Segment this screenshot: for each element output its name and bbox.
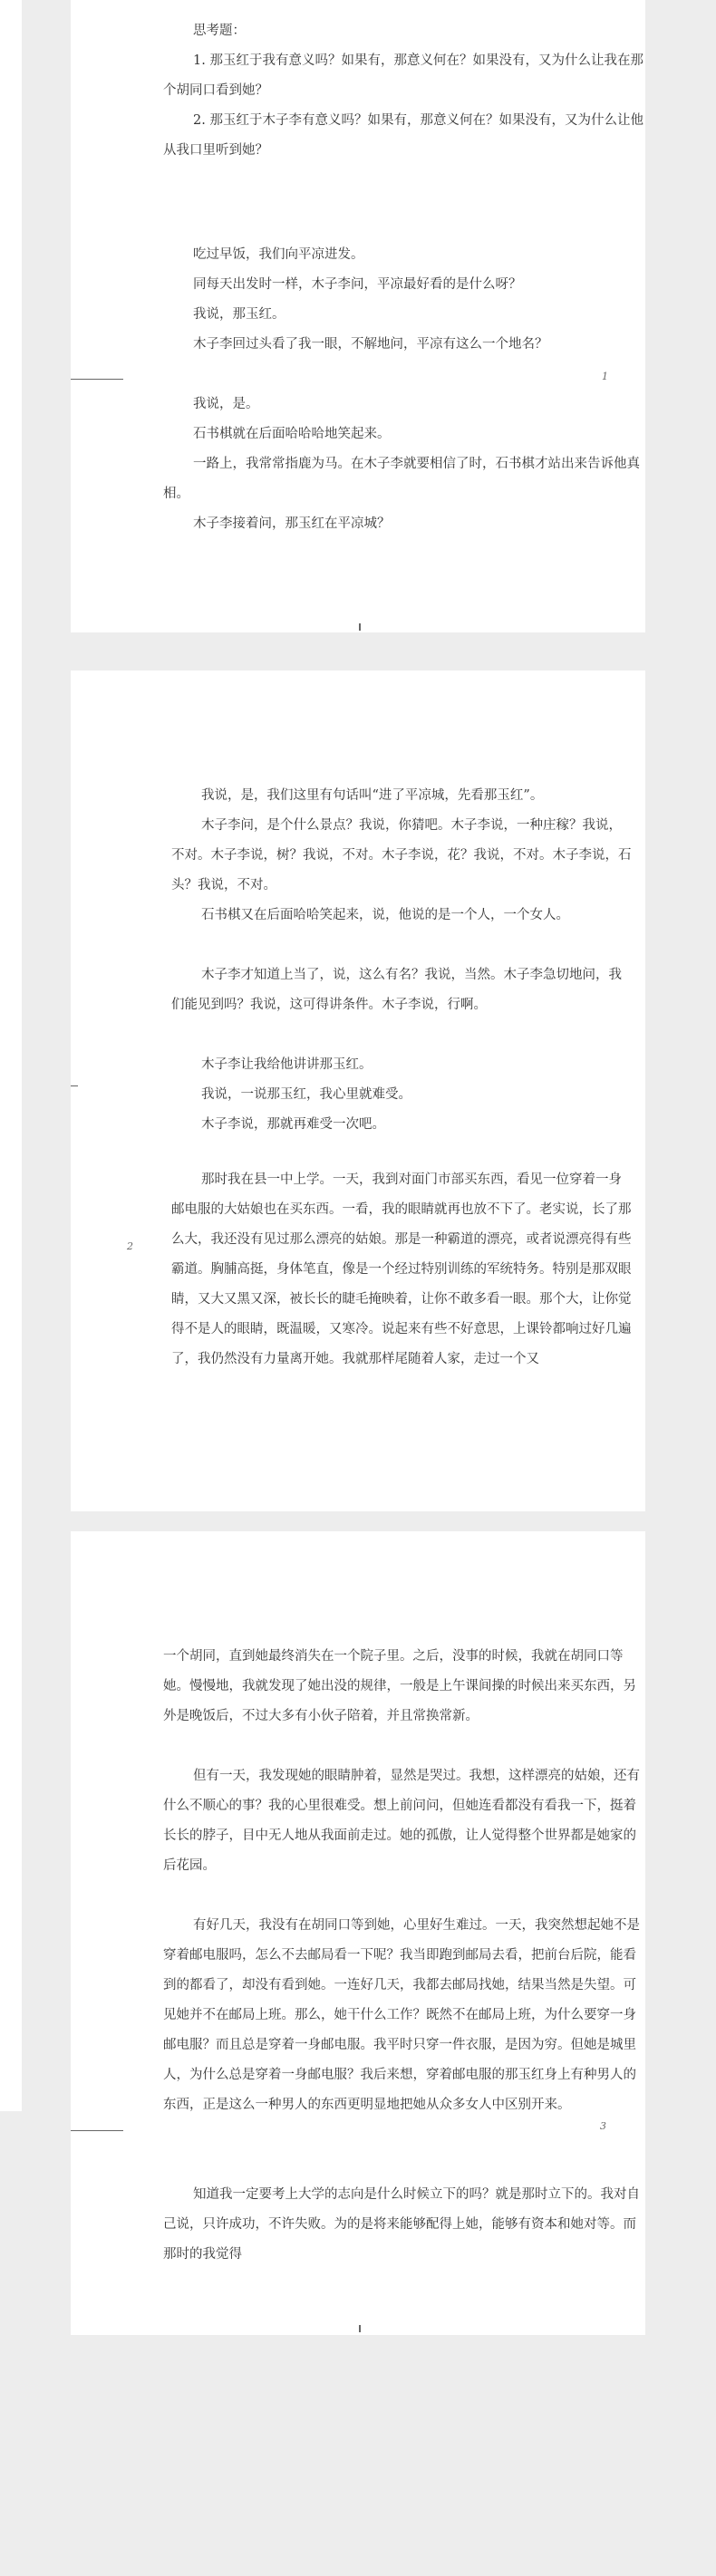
page-bottom-mark <box>359 2325 361 2332</box>
paragraph: 石书棋又在后面哈哈笑起来，说，他说的是一个人，一个女人。 <box>201 908 569 922</box>
paragraph: 木子李接着问，那玉红在平凉城？ <box>193 516 391 531</box>
paragraph: 2. 那玉红于木子李有意义吗？如果有，那意义何在？如果没有，又为什么让他从我口里听到她？ <box>163 113 643 158</box>
page-bottom-mark <box>359 623 361 631</box>
paragraph: 木子李回过头看了我一眼，不解地问，平凉有这么一个地名？ <box>193 337 548 352</box>
document-page <box>71 1531 645 2335</box>
paragraph: 同每天出发时一样，木子李问，平凉最好看的是什么呀？ <box>193 277 522 292</box>
paragraph: 木子李让我给他讲讲那玉红。 <box>201 1057 373 1072</box>
paragraph: 有好几天，我没有在胡同口等到她，心里好生难过。一天，我突然想起她不是穿着邮电服吗，怎么不去邮局看一下呢？我当即跑到邮局去看，把前台后院，能看到的都看了，却没有看到她。一连好几天，我都去邮局找她，结果当然是失望。可见她并不在邮局上班。那么，她干什么工作？既然不在邮局上班，为什么要穿一身邮电服？而且总是穿着一身邮电服。我平时只穿一件衣服，是因为穷。但她是城里人，为什么总是穿着一身邮电服？我后来想，穿着邮电服的那玉红身上有种男人的东西，正是这么一种男人的东西更明显地把她从众多女人中区别开来。 <box>163 1918 640 2112</box>
paragraph: 木子李说，那就再难受一次吧。 <box>201 1117 385 1132</box>
paragraph: 1. 那玉红于我有意义吗？如果有，那意义何在？如果没有，又为什么让我在那个胡同口看到她？ <box>163 53 643 98</box>
paragraph: 我说，是。 <box>193 397 259 411</box>
viewer-left-margin <box>0 0 22 2111</box>
paragraph: 一个胡同，直到她最终消失在一个院子里。之后，没事的时候，我就在胡同口等她。慢慢地，我就发现了她出没的规律，一般是上午课间操的时候出来买东西，另外是晚饭后，不过大多有小伙子陪着，并且常换常新。 <box>163 1649 636 1723</box>
paragraph: 我说，一说那玉红，我心里就难受。 <box>201 1087 411 1102</box>
paragraph: 石书棋就在后面哈哈哈地笑起来。 <box>193 427 391 441</box>
document-page <box>71 671 645 1511</box>
paragraph: 我说，是，我们这里有句话叫“进了平凉城，先看那玉红”。 <box>201 788 544 803</box>
paragraph: 思考题： <box>193 24 246 38</box>
paragraph: 木子李问，是个什么景点？我说，你猜吧。木子李说，一种庄稼？我说，不对。木子李说，树？我说，不对。木子李说，花？我说，不对。木子李说，石头？我说，不对。 <box>171 818 632 892</box>
paragraph: 木子李才知道上当了，说，这么有名？我说，当然。木子李急切地问，我们能见到吗？我说，这可得讲条件。木子李说，行啊。 <box>171 968 622 1012</box>
paragraph: 我说，那玉红。 <box>193 307 285 322</box>
page-number: 1 <box>602 371 608 382</box>
paragraph: 知道我一定要考上大学的志向是什么时候立下的吗？就是那时立下的。我对自己说，只许成功，不许失败。为的是将来能够配得上她，能够有资本和她对等。而那时的我觉得 <box>163 2187 640 2262</box>
paragraph: 吃过早饭，我们向平凉进发。 <box>193 247 364 262</box>
gutter-mark <box>71 1085 78 1086</box>
paragraph: 一路上，我常常指鹿为马。在木子李就要相信了时，石书棋才站出来告诉他真相。 <box>163 457 640 501</box>
document-page <box>71 0 645 632</box>
gutter-mark <box>71 2130 123 2131</box>
gutter-mark <box>71 379 123 380</box>
page-number: 3 <box>600 2120 606 2132</box>
page-number: 2 <box>127 1240 133 1252</box>
paragraph: 那时我在县一中上学。一天，我到对面门市部买东西，看见一位穿着一身邮电服的大姑娘也在买东西。一看，我的眼睛就再也放不下了。老实说，长了那么大，我还没有见过那么漂亮的姑娘。那是一种霸道的漂亮，或者说漂亮得有些霸道。胸脯高挺，身体笔直，像是一个经过特别训练的军统特务。特别是那双眼睛，又大又黑又深，被长长的睫毛掩映着，让你不敢多看一眼。那个大，让你觉得不是人的眼睛，既温暖，又寒冷。说起来有些不好意思，上课铃都响过好几遍了，我仍然没有力量离开她。我就那样尾随着人家，走过一个又 <box>171 1172 632 1366</box>
paragraph: 但有一天，我发现她的眼睛肿着，显然是哭过。我想，这样漂亮的姑娘，还有什么不顺心的事？我的心里很难受。想上前问问，但她连看都没有看我一下，挺着长长的脖子，目中无人地从我面前走过。她的孤傲，让人觉得整个世界都是她家的后花园。 <box>163 1769 640 1873</box>
